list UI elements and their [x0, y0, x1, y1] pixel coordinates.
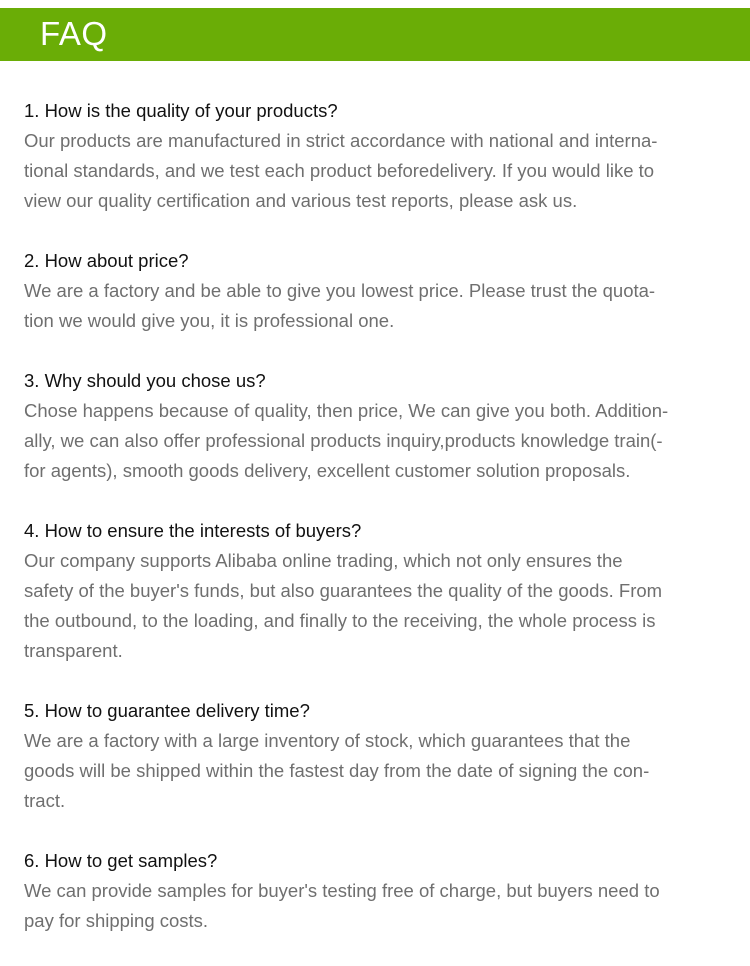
faq-question-price: 2. How about price? — [24, 250, 189, 271]
faq-item-samples — [24, 846, 734, 936]
faq-list — [24, 96, 734, 966]
faq-answer-quality — [24, 126, 734, 216]
faq-answer-line: Our products are manufactured in strict accordance with national and interna- — [24, 130, 658, 151]
faq-answer-line: for agents), smooth goods delivery, excellent customer solution proposals. — [24, 460, 631, 481]
faq-answer-delivery-time — [24, 726, 734, 816]
faq-answer-line: the outbound, to the loading, and finally to the receiving, the whole process is — [24, 610, 656, 631]
faq-answer-line: We can provide samples for buyer's testing free of charge, but buyers need to — [24, 880, 660, 901]
faq-title: FAQ — [40, 15, 108, 52]
faq-answer-price — [24, 276, 734, 336]
faq-answer-line: transparent. — [24, 640, 123, 661]
faq-answer-line: tional standards, and we test each product beforedelivery. If you would like to — [24, 160, 655, 181]
faq-answer-line: Our company supports Alibaba online trading, which not only ensures the — [24, 550, 623, 571]
faq-item-delivery-time — [24, 696, 734, 816]
faq-answer-why-choose-us — [24, 396, 734, 486]
faq-answer-line: pay for shipping costs. — [24, 910, 209, 931]
faq-answer-line: view our quality certification and various test reports, please ask us. — [24, 190, 578, 211]
faq-answer-line: safety of the buyer's funds, but also guarantees the quality of the goods. From — [24, 580, 663, 601]
faq-answer-line: goods will be shipped within the fastest day from the date of signing the con- — [24, 760, 650, 781]
faq-item-price — [24, 246, 734, 336]
faq-question-samples: 6. How to get samples? — [24, 850, 218, 871]
faq-answer-samples — [24, 876, 734, 936]
faq-question-quality: 1. How is the quality of your products? — [24, 100, 338, 121]
faq-item-why-choose-us — [24, 366, 734, 486]
faq-answer-line: tion we would give you, it is professional one. — [24, 310, 395, 331]
faq-answer-line: We are a factory and be able to give you lowest price. Please trust the quota- — [24, 280, 656, 301]
faq-answer-buyer-interests — [24, 546, 734, 666]
faq-item-quality — [24, 96, 734, 216]
faq-question-buyer-interests: 4. How to ensure the interests of buyers? — [24, 520, 362, 541]
faq-item-buyer-interests — [24, 516, 734, 666]
faq-question-delivery-time: 5. How to guarantee delivery time? — [24, 700, 310, 721]
faq-answer-line: We are a factory with a large inventory of stock, which guarantees that the — [24, 730, 631, 751]
faq-answer-line: Chose happens because of quality, then price, We can give you both. Addition- — [24, 400, 669, 421]
faq-question-why-choose-us: 3. Why should you chose us? — [24, 370, 266, 391]
faq-header-bar — [0, 8, 750, 61]
faq-answer-line: tract. — [24, 790, 66, 811]
faq-answer-line: ally, we can also offer professional products inquiry,products knowledge train(- — [24, 430, 663, 451]
